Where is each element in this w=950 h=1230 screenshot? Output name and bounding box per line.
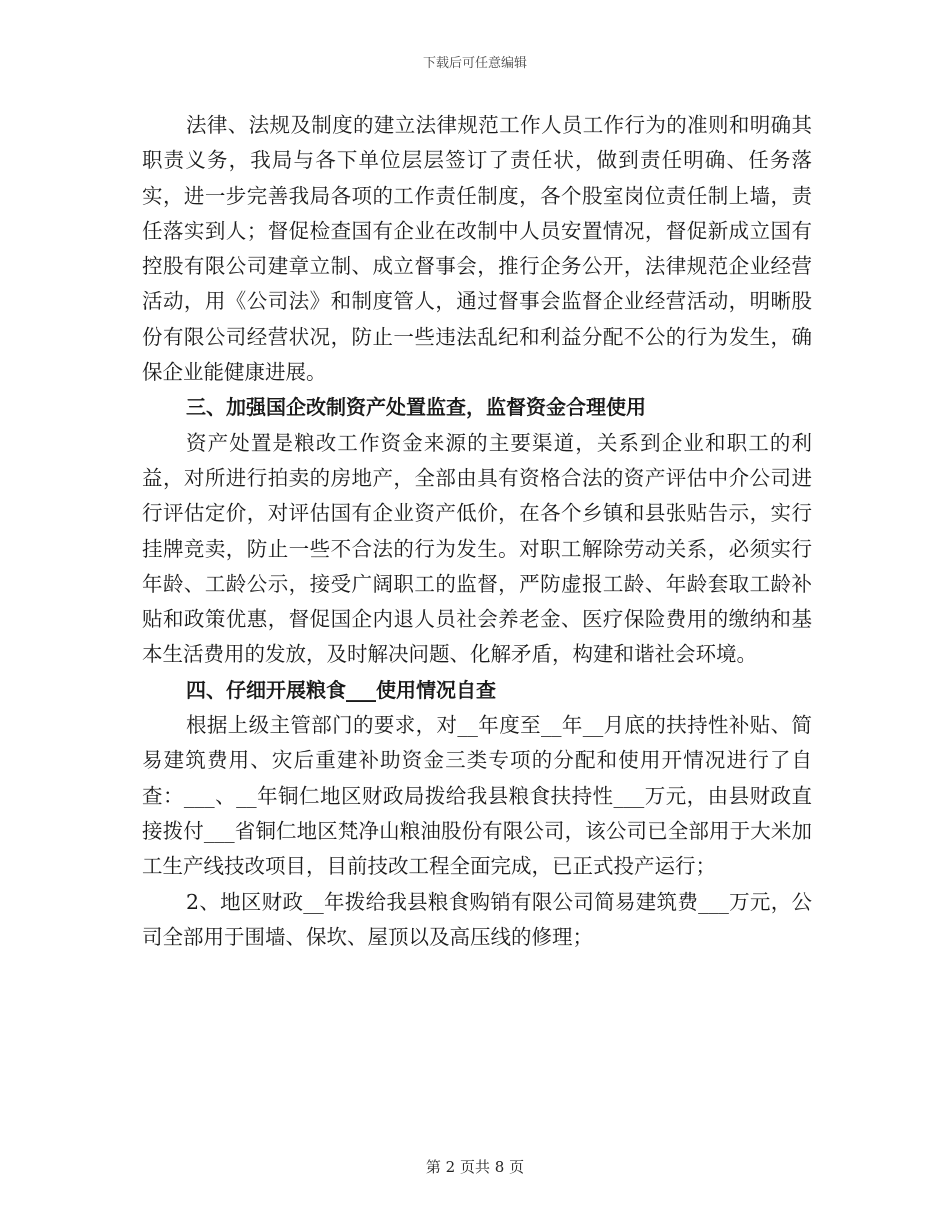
paragraph-item-2: 2、地区财政__年拨给我县粮食购销有限公司简易建筑费___万元，公司全部用于围墙、保坎、屋顶以及高压线的修理；	[142, 889, 812, 949]
page-number: 第 2 页共 8 页	[425, 1158, 525, 1176]
section-heading-3: 三、加强国企改制资产处置监查，监督资金合理使用	[186, 395, 646, 420]
paragraph-asset-disposal: 资产处置是粮改工作资金来源的主要渠道，关系到企业和职工的利益，对所进行拍卖的房地产，全部由具有资格合法的资产评估中介公司进行评估定价，对评估国有企业资产低价，在各个乡镇和县张贴告示，实行挂牌竞卖，防止一些不合法的行为发生。对职工解除劳动关系，必须实行年龄、工龄公示，接受广阔职工的监督，严防虚报工龄、年龄套取工龄补贴和政策优惠，督促国企内退人员社会养老金、医疗保险费用的缴纳和基本生活费用的发放，及时解决问题、化解矛盾，构建和谐社会环境。	[142, 430, 812, 667]
section-heading-4: 四、仔细开展粮食___使用情况自查	[186, 677, 496, 702]
paragraph-legal-responsibility: 法律、法规及制度的建立法律规范工作人员工作行为的准则和明确其职责义务，我局与各下单位层层签订了责任状，做到责任明确、任务落实，进一步完善我局各项的工作责任制度，各个股室岗位责任制上墙，责任落实到人；督促检查国有企业在改制中人员安置情况，督促新成立国有控股有限公司建章立制、成立督事会，推行企务公开，法律规范企业经营活动，用《公司法》和制度管人，通过督事会监督企业经营活动，明晰股份有限公司经营状况，防止一些违法乱纪和利益分配不公的行为发生，确保企业能健康进展。	[142, 113, 812, 385]
paragraph-self-inspection: 根据上级主管部门的要求，对__年度至__年__月底的扶持性补贴、简易建筑费用、灾后重建补助资金三类专项的分配和使用开情况进行了自查：___、__年铜仁地区财政局拨给我县粮食扶持性___万元，由县财政直接拨付___省铜仁地区梵净山粮油股份有限公司，该公司已全部用于大米加工生产线技改项目，目前技改工程全面完成，已正式投产运行；	[142, 713, 812, 879]
document-body	[142, 108, 812, 955]
page-header: 下载后可任意编辑	[422, 56, 527, 71]
